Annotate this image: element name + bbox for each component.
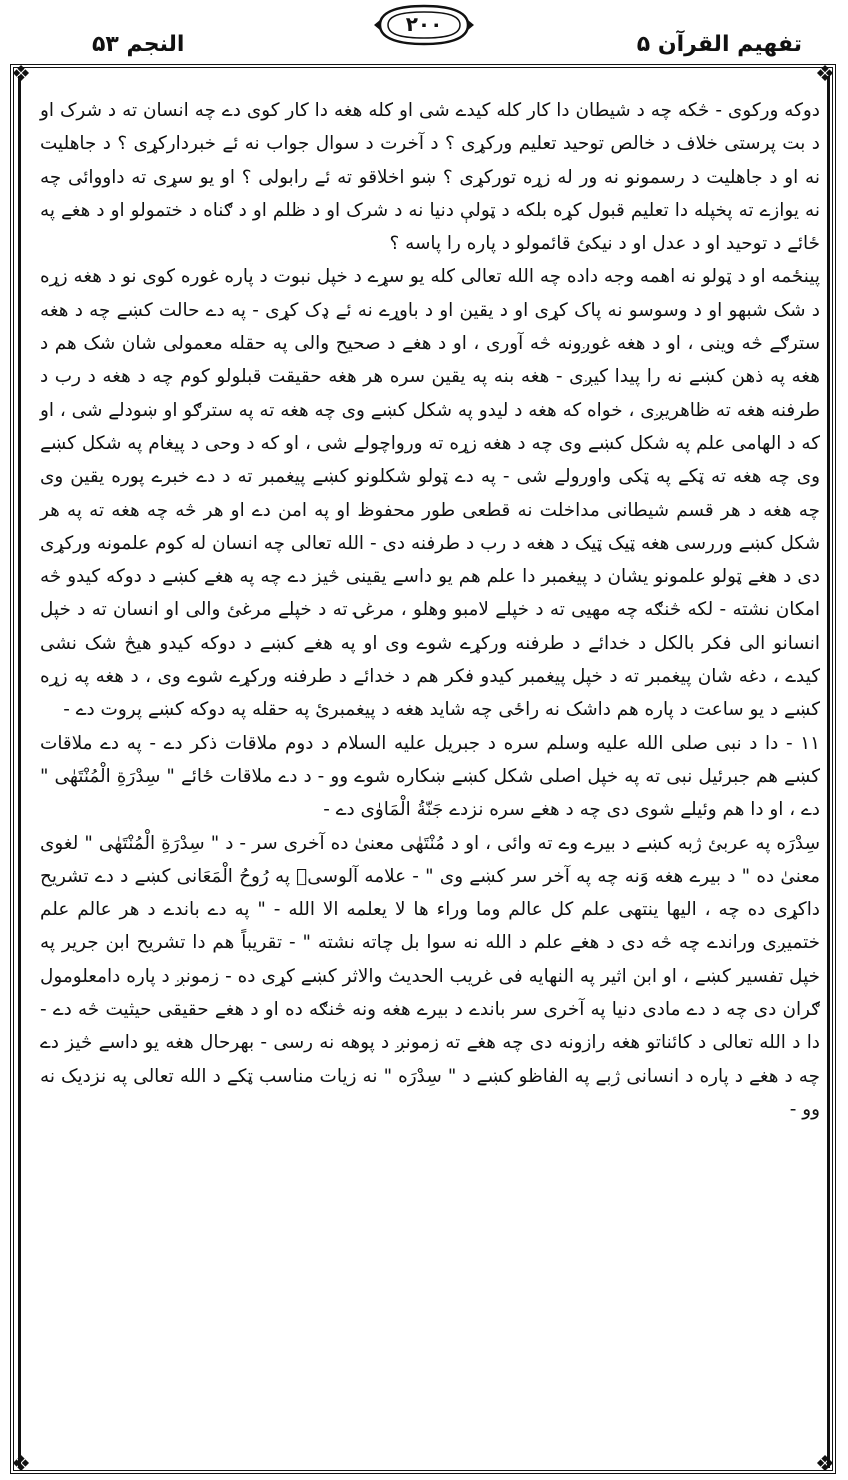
paragraph: سِدْرَه په عربئ ژبه كښے د بيرے وے ته وائی ، او د مُنْتَهٰى معنیٰ ده آخری سر - د " سِدْرَةِ الْمُنْتَهٰى " لغوی معنیٰ ده " د بيرے هغه وَنه چه په آخر سر كښے وی " - علامه آلوسیؒ په رُوحُ الْمَعَانی كښے د دے تشريح داكړی ده چه ، اليها ينتهی علم كل عالم وما وراء ها لا يعلمه الا الله - " په دے باندے د هر عالم علم ختميږی وراندے چه څه دی د هغے علم د الله نه سوا بل چاته نشته " - تقريباً هم دا تشريح ابن جرير په خپل تفسير كښے ، او ابن اثير په النهايه فی غريب الحديث والاثر كښے كړی ده - زمونږ د پاره دامعلومول ګران دی چه د دے مادی دنيا په آخری سر باندے د بيرے هغه ونه څنګه ده او د هغے حقيقی حيثيت څه دے - دا د الله تعالی د كائناتو هغه رازونه دی چه هغے ته زمونږ د پوهه نه رسی - بهرحال هغه يو داسے څيز دے چه د هغے د پاره د انسانی ژبے په الفاظو كښے د " سِدْرَه " نه زيات مناسب ټكے د الله تعالی په نزديک نه وو -: [40, 832, 820, 1120]
paragraph: ۱۱ - دا د نبی صلی الله عليه وسلم سره د جبريل عليه السلام د دوم ملاقات ذكر دے - په دے ملاقات كښے هم جبرئيل نبی ته په خپل اصلی شكل كښے ښكاره شوے وو - د دے ملاقات ځائے " سِدْرَةِ الْمُنْتَهٰى " دے ، او دا هم وئيلے شوی دی چه د هغے سره نزدے جَنّةُ الْمَاوٰى دے -: [40, 732, 820, 821]
page-number-badge: [372, 2, 476, 48]
page-number: ٢٠٠: [405, 12, 443, 36]
corner-ornament-icon: ❖: [11, 1452, 31, 1477]
corner-ornament-icon: ❖: [815, 62, 835, 87]
paragraph: دوكه وركوی - څكه چه د شيطان دا كار كله كيدے شی او كله هغه دا كار كوی دے چه انسان ته د شرک او د بت پرستی خلاف د خالص توحيد تعليم وركړی ؟ د آخرت د سوال جواب نه ئے خبرداركړی ؟ د جاهليت نه او د جاهليت د رسمونو نه ور له زړه توركړی ؟ ښو اخلاقو ته ئے رابولی ؟ او يو سړی ته داووائی چه نه يوازے ته پخپله دا تعليم قبول كړه بلكه د ټولې دنيا نه د شرک او د ظلم او د ګناه د ختمولو او د هغے په ځائے د توحيد او د عدل او د نيكئ قائمولو د پاره را پاسه ؟: [40, 100, 820, 255]
corner-ornament-icon: ❖: [11, 62, 31, 87]
corner-ornament-icon: ❖: [815, 1452, 835, 1477]
surah-title: النجم ۵۳: [92, 32, 185, 57]
paragraph: پينځمه او د ټولو نه اهمه وجه داده چه الله تعالی كله يو سړے د خپل نبوت د پاره غوره كوی نو د هغه زړه د شک شبهو او د وسوسو نه پاک كړی او د يقين او د باوړے نه ئے ډک كړی - په دے حالت كښے چه د هغه سترګے څه وينی ، او د هغه غوږونه څه آوری ، او د هغے د صحيح والی په حقله معمولی شان شک هم د هغه په ذهن كښے نه را پيدا كيږی - هغه بنه په يقين سره هر هغه حقيقت قبلولو كوم چه د هغه د رب د طرفنه هغه ته ظاهريږی ، خواه كه هغه د ليدو په شكل كښے وی چه هغه ته په سترګو او ښودلے شی ، او كه د الهامی علم په شكل كښے وی چه د هغه زړه ته ورواچولے شی ، او كه د وحی د پيغام په شكل كښے وی چه هغه ته ټكے په ټكی واورولے شی - په دے ټولو شكلونو كښے پيغمبر ته د دے خبرے پوره يقين وی چه هغه د هر قسم شيطانی مداخلت نه قطعی طور محفوظ او په امن دے او هر څه چه هغه ته په هر شكل كښے وررسی هغه ټيک ټيک د هغه د رب د طرفنه دی - الله تعالی چه انسان له كوم علمونه وركړی دی د هغے ټولو علمونو يشان د پيغمبر دا علم هم يو داسے يقينی څيز دے چه په هغے كښے د دوكه كيدو څه امكان نشته - لكه څنګه چه مهيی ته د خپلے لامبو وهلو ، مرغۍ ته د خپلے مرغئ والی او انسان ته د خپل انسانو الی فكر بالكل د خدائے د طرفنه وركړے شوے وی او په هغے كښے د دوكه كيدو هيڅ شک نشی كيدے ، دغه شان پيغمبر ته د خپل پيغمبر كيدو فكر هم د خدائے د طرفنه وركړے شوے وی ، د هغه په زړه كښے د يو ساعت د پاره هم داشک نه راځی چه شايد هغه د پيغمبرئ په حقله په دوكه كښے پروت دے -: [40, 266, 820, 721]
book-title: تفهيم القرآن ۵: [636, 32, 802, 57]
body-text: [40, 94, 820, 1466]
page-header: [0, 0, 848, 66]
